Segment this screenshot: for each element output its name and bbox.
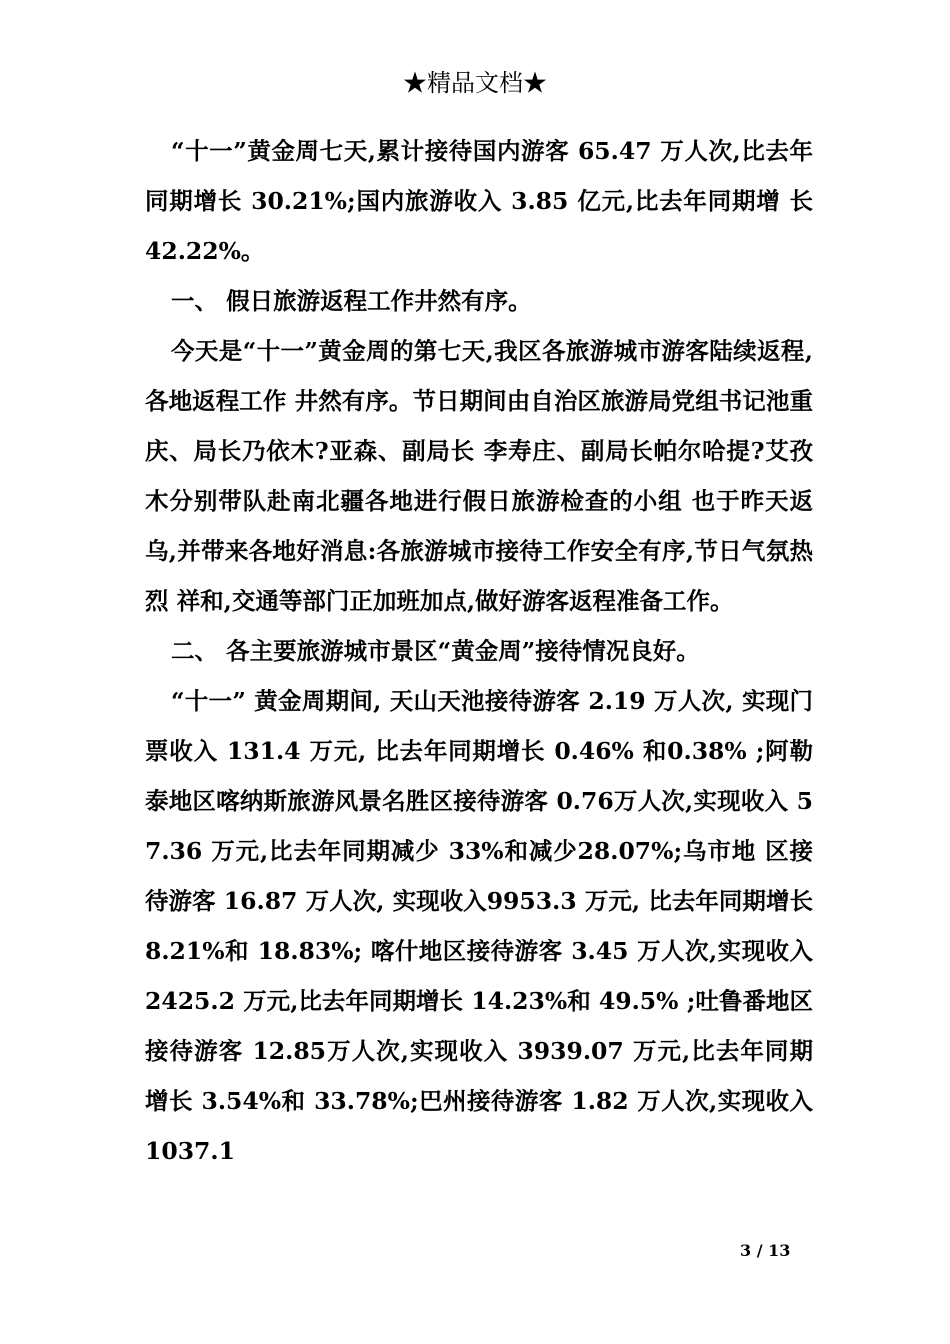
page-header-title: ★精品文档★ [403, 69, 547, 97]
section-heading-1: 一、 假日旅游返程工作井然有序。 [171, 287, 532, 315]
section-heading-2: 二、 各主要旅游城市景区“黄金周”接待情况良好。 [171, 637, 700, 665]
paragraph-scenic-stats: “十一” 黄金周期间, 天山天池接待游客 2.19 万人次, 实现门票收入 131.4 万元, 比去年同期增长 0.46% 和0.38% ;阿勒泰地区喀纳斯旅游风景名胜区接待游客 0.76万人次,实现收入 57.36 万元,比去年同期减少 33%和减少28.07%;乌市地 区接待游客 16.87 万人次, 实现收入9953.3 万元, 比去年同期增长 8.21%和 18.83%; 喀什地区接待游客 3.45 万人次,实现收入 2425.2 万元,比去年同期增长 14.23%和 49.5% ;吐鲁番地区接待游客 12.85万人次,实现收入 3939.07 万元,比去年同期 增长 3.54%和 33.78%;巴州接待游客 1.82 万人次,实现收入 1037.1 [145, 687, 813, 1165]
paragraph-return-trip: 今天是“十一”黄金周的第七天,我区各旅游城市游客陆续返程,各地返程工作 井然有序。节日期间由自治区旅游局党组书记池重庆、局长乃依木?亚森、副局长 李寿庄、副局长帕尔哈提?艾孜木分别带队赴南北疆各地进行假日旅游检查的小组 也于昨天返乌,并带来各地好消息:各旅游城市接待工作安全有序,节日气氛热烈 祥和,交通等部门正加班加点,做好游客返程准备工作。 [145, 337, 813, 615]
paragraph-summary: “十一”黄金周七天,累计接待国内游客 65.47 万人次,比去年同期增长 30.21%;国内旅游收入 3.85 亿元,比去年同期增 长 42.22%。 [145, 137, 813, 265]
document-body [145, 126, 813, 1176]
page-number: 3 / 13 [740, 1241, 791, 1260]
